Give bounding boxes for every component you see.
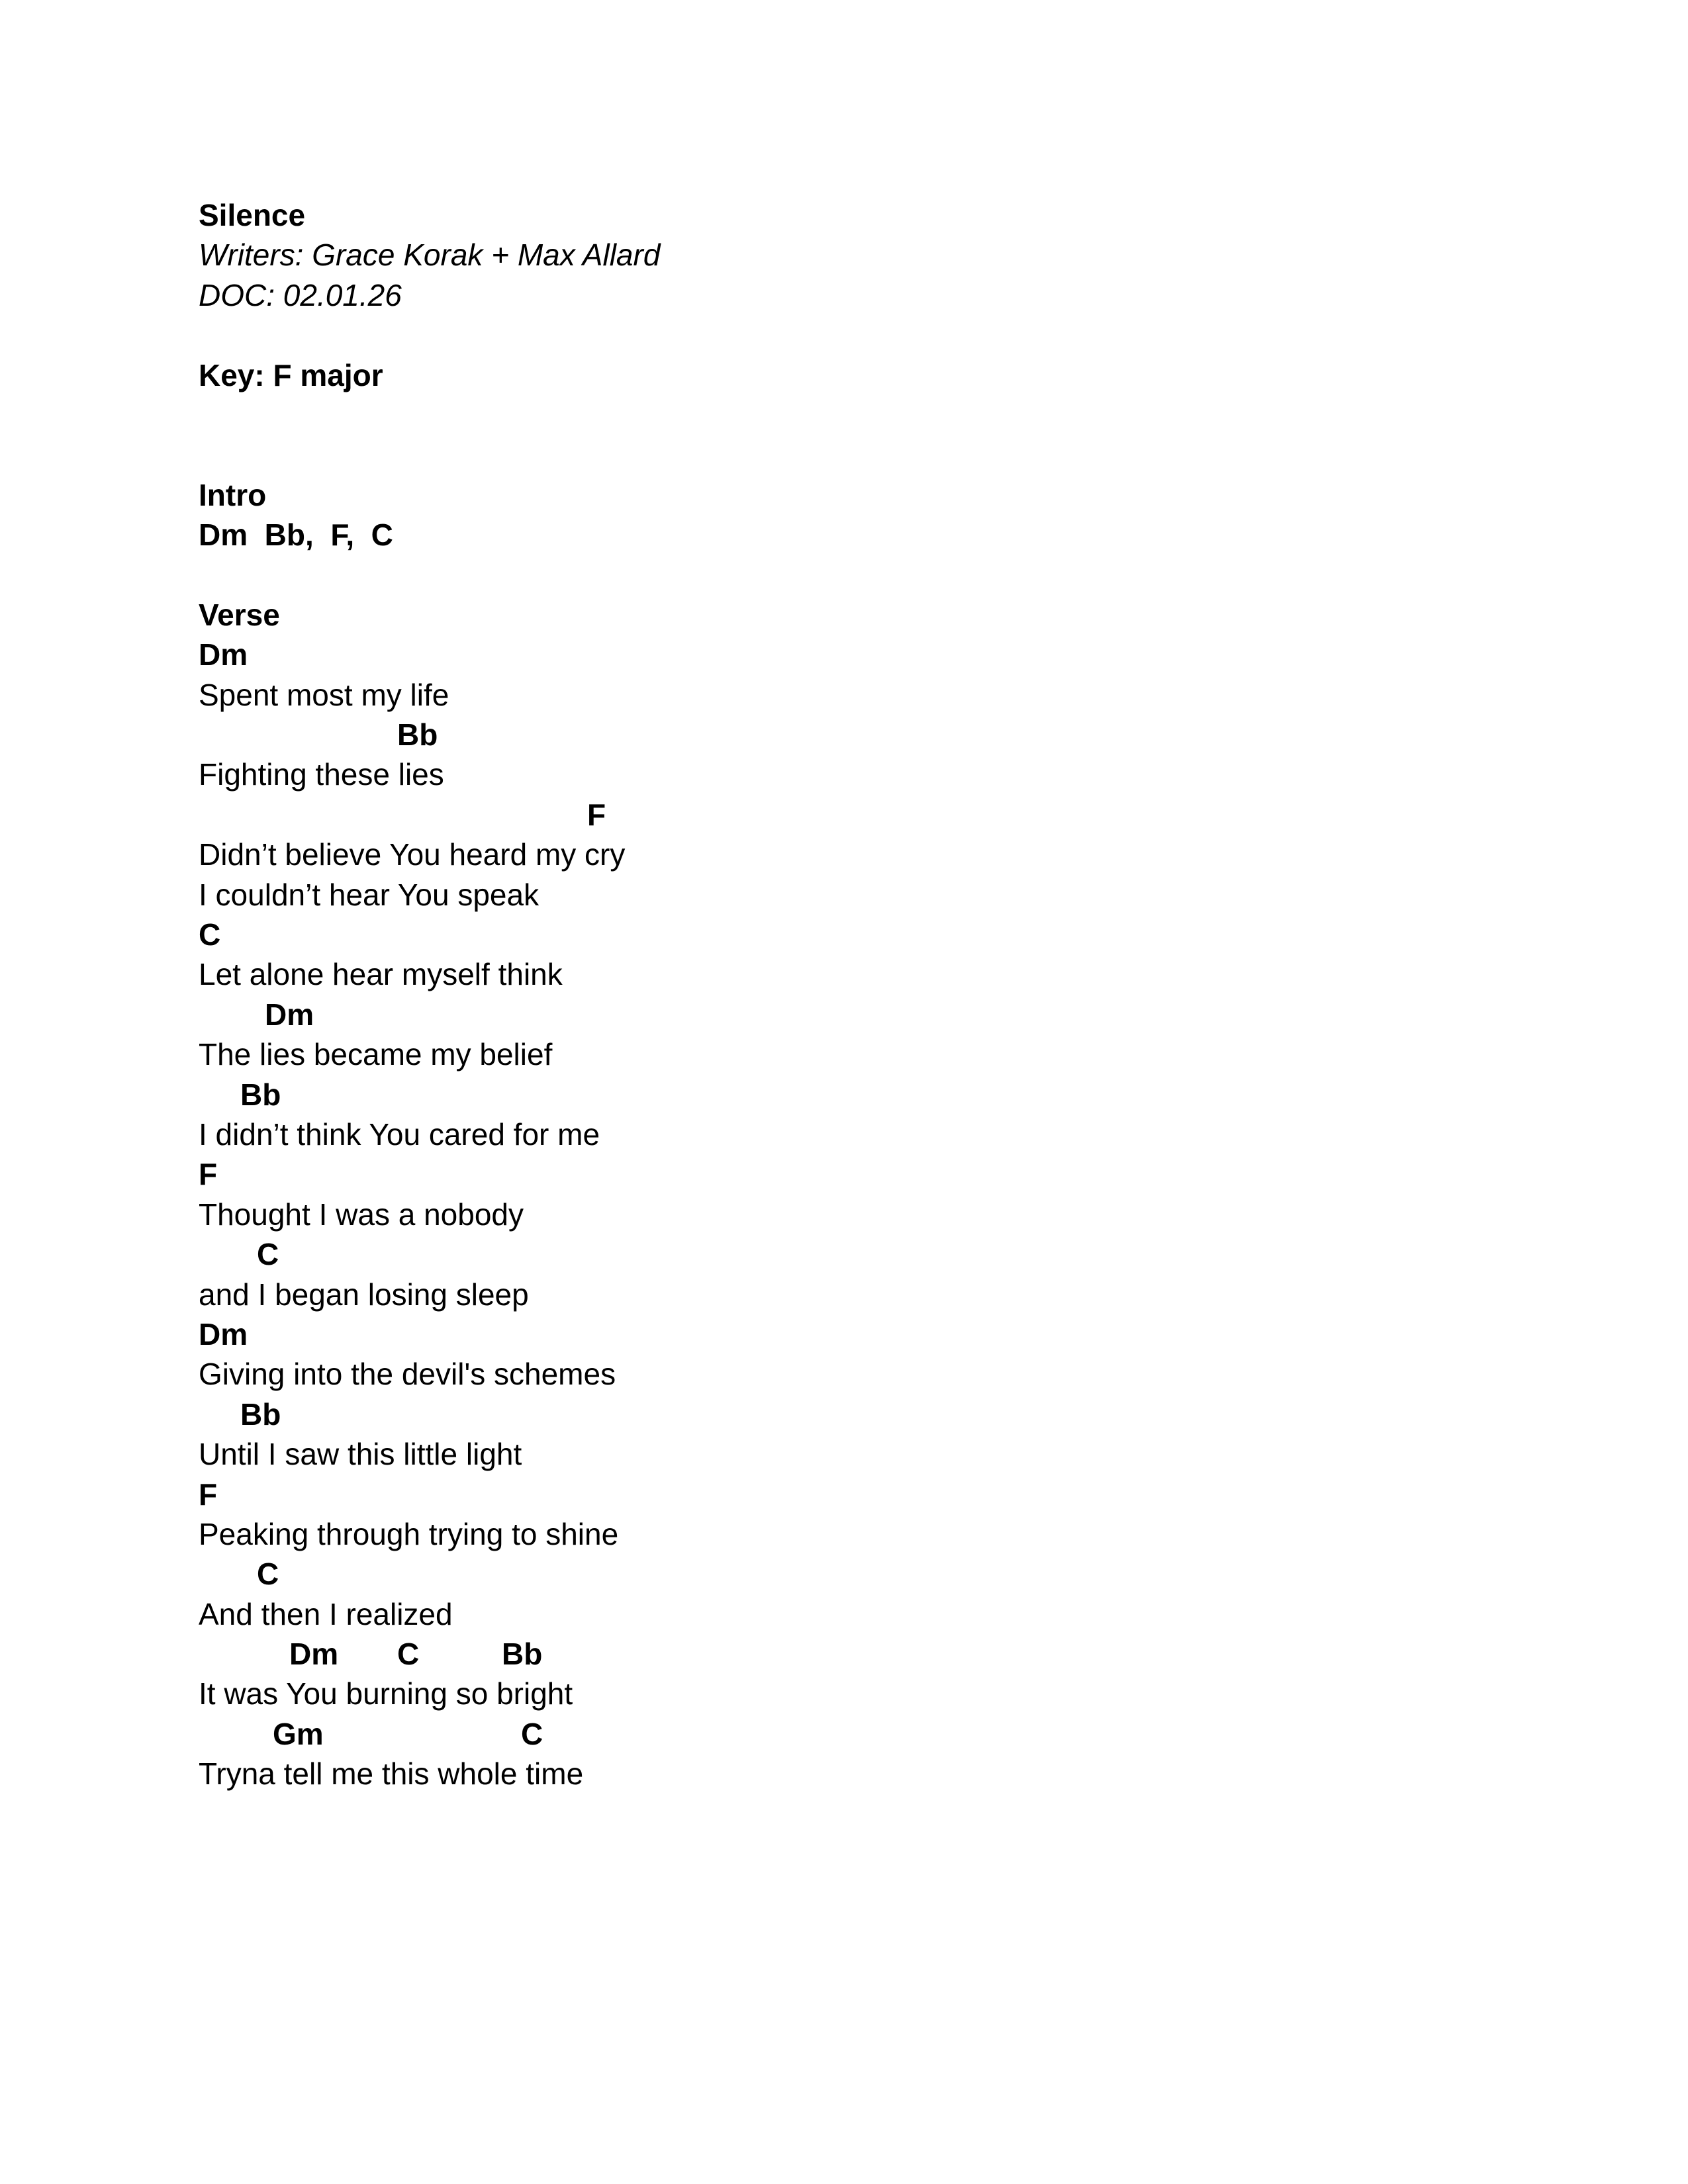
lyric-line: It was You burning so bright xyxy=(199,1676,573,1711)
chord: F xyxy=(587,797,606,832)
chord: F xyxy=(199,1157,218,1192)
lyric-line: Fighting these lies xyxy=(199,757,444,792)
spacer xyxy=(199,395,1523,435)
chord: Bb xyxy=(397,717,438,752)
song-title: Silence xyxy=(199,198,306,232)
lyric-line: Spent most my life xyxy=(199,677,449,712)
chord-row xyxy=(199,1075,1523,1115)
intro-chords: Dm Bb, F, C xyxy=(199,518,393,553)
chord: Dm xyxy=(265,997,314,1032)
chord-row xyxy=(199,1554,1523,1594)
lyric-line: I didn’t think You cared for me xyxy=(199,1116,600,1152)
lead-sheet xyxy=(199,195,1523,1794)
chord: C xyxy=(257,1237,279,1272)
chord-row xyxy=(199,635,1523,674)
doc-date: DOC: 02.01.26 xyxy=(199,277,402,312)
chord-row xyxy=(199,1475,1523,1514)
lyric-line: and I began losing sleep xyxy=(199,1277,529,1312)
chord-row xyxy=(199,915,1523,954)
writers-credit: Writers: Grace Korak + Max Allard xyxy=(199,238,661,273)
lyric-line: The lies became my belief xyxy=(199,1037,553,1072)
chord-row xyxy=(199,1154,1523,1194)
section-heading-verse: Verse xyxy=(199,597,280,632)
chord-row xyxy=(199,1714,1523,1754)
chord: Bb xyxy=(240,1396,281,1432)
lyric-line: And then I realized xyxy=(199,1596,453,1631)
chord: Dm xyxy=(199,1316,248,1351)
lyric-line: Giving into the devil's schemes xyxy=(199,1357,616,1392)
lyric-line: Peaking through trying to shine xyxy=(199,1516,619,1551)
chord: C xyxy=(199,917,221,952)
chord: C xyxy=(521,1716,543,1751)
chord: Bb xyxy=(240,1077,281,1112)
section-heading-intro: Intro xyxy=(199,477,267,512)
chord: F xyxy=(199,1477,218,1512)
chord-row xyxy=(199,1234,1523,1274)
lyric-line: Didn’t believe You heard my cry xyxy=(199,837,626,872)
chord-row xyxy=(199,1314,1523,1354)
spacer xyxy=(199,435,1523,475)
chord: Bb xyxy=(502,1637,543,1672)
chord: Gm xyxy=(273,1716,324,1751)
song-key: Key: F major xyxy=(199,357,383,392)
lyric-line: I couldn’t hear You speak xyxy=(199,877,539,912)
chord-row xyxy=(199,1634,1523,1674)
spacer xyxy=(199,555,1523,595)
chord-row xyxy=(199,715,1523,754)
chord: C xyxy=(257,1557,279,1592)
lyric-line: Thought I was a nobody xyxy=(199,1197,524,1232)
chord: Dm xyxy=(199,637,248,672)
spacer xyxy=(199,315,1523,355)
chord-row xyxy=(199,1394,1523,1434)
chord-row xyxy=(199,795,1523,835)
chord-row xyxy=(199,995,1523,1034)
lyric-line: Let alone hear myself think xyxy=(199,957,563,992)
chord: Dm xyxy=(289,1637,339,1672)
lyric-line: Tryna tell me this whole time xyxy=(199,1756,584,1792)
chord: C xyxy=(397,1637,420,1672)
lyric-line: Until I saw this little light xyxy=(199,1437,522,1472)
